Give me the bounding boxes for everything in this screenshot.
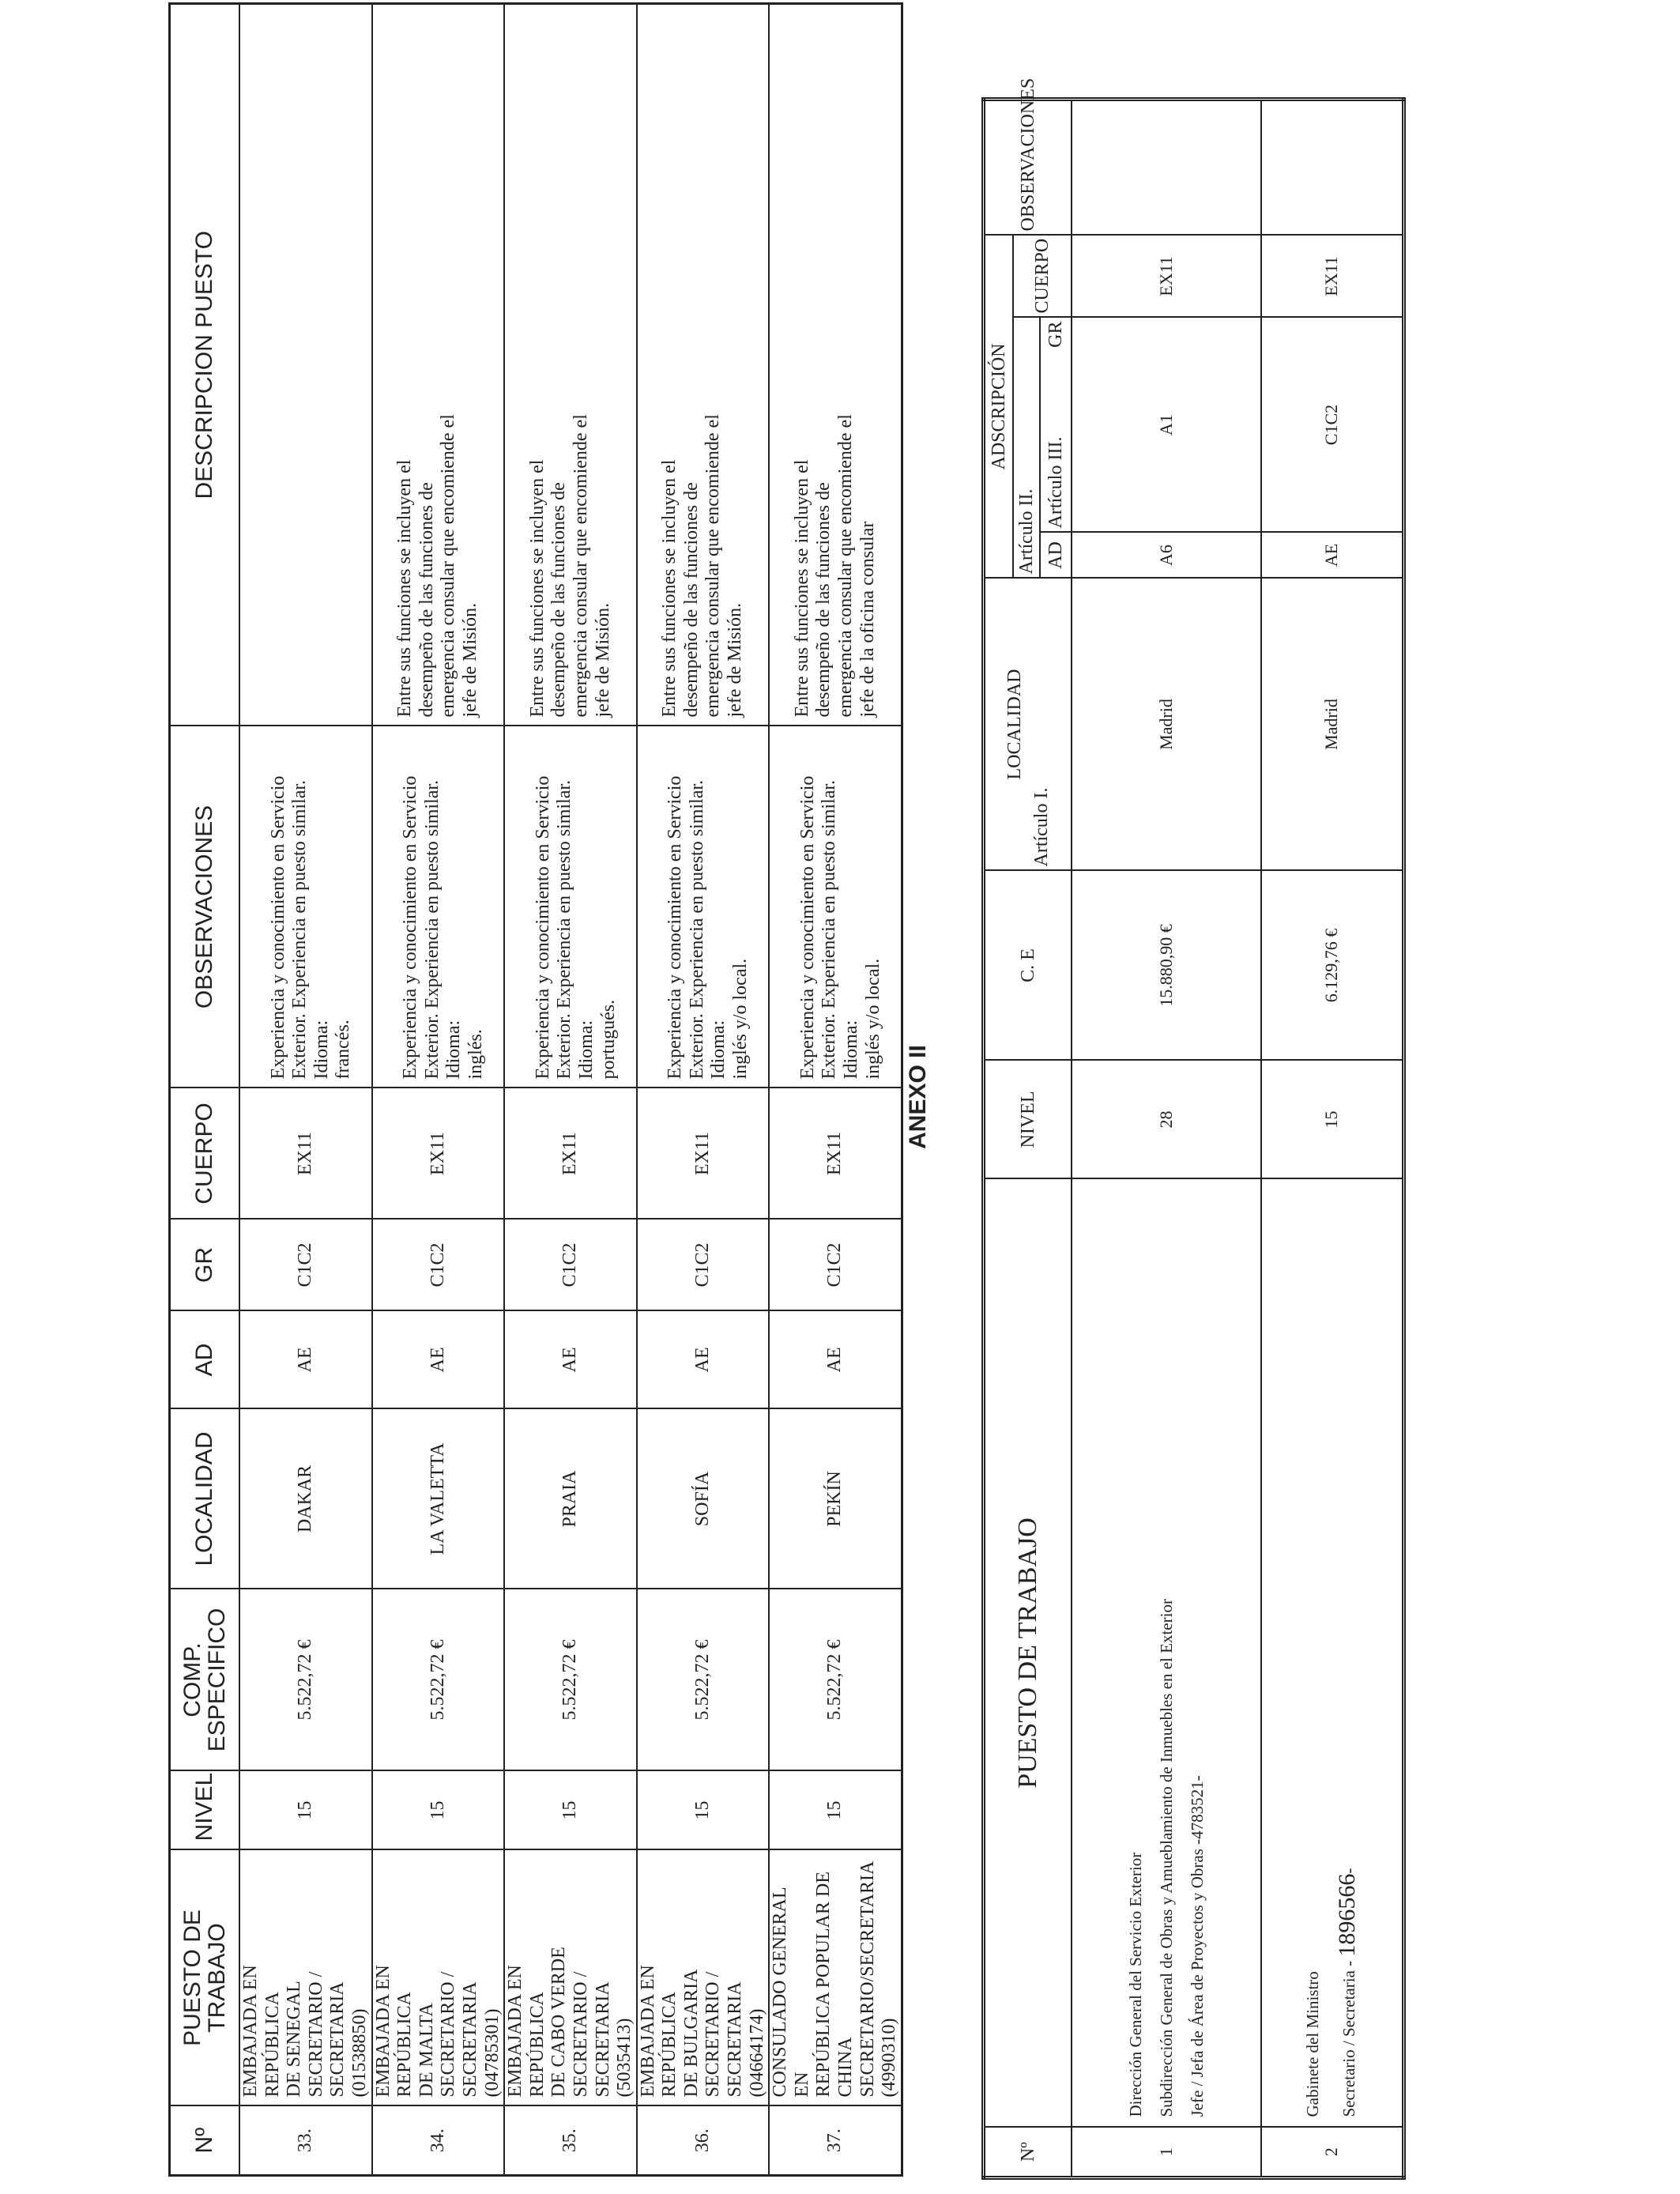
header-observaciones: OBSERVACIONES [170, 726, 240, 1088]
annex-header-cuerpo: CUERPO [1013, 235, 1072, 317]
cell-ad: AE [239, 1311, 372, 1409]
cell-descripcion-line: jefe de la oficina consular [857, 521, 878, 718]
cell-puesto-line: DE SENEGAL [284, 1981, 305, 2098]
cell-nivel: 15 [372, 1771, 505, 1850]
annex-row [1072, 99, 1261, 2177]
cell-cuerpo: EX11 [504, 1088, 637, 1220]
header-ad: AD [170, 1311, 240, 1409]
cell-observaciones-line: portugués. [597, 999, 619, 1080]
cell-puesto [637, 1850, 770, 2106]
annex-header-row-1 [984, 99, 1014, 2177]
cell-localidad: LA VALETTA [372, 1409, 505, 1589]
cell-gr: C1C2 [239, 1220, 372, 1311]
cell-comp-especifico: 5.522,72 € [372, 1589, 505, 1771]
cell-puesto-line: EMBAJADA EN REPÚBLICA [240, 1965, 283, 2098]
cell-descripcion-line: Entre sus funciones se incluyen el [394, 459, 416, 718]
cell-puesto-line: (04785301) [481, 2008, 503, 2098]
table-row [239, 4, 372, 2176]
cell-observaciones-line: Exterior. Experiencia en puesto similar. Idioma: [289, 779, 332, 1080]
cell-puesto-line: EMBAJADA EN REPÚBLICA [372, 1965, 416, 2098]
cell-puesto [504, 1850, 637, 2106]
table-row [769, 4, 902, 2176]
cell-gr: C1C2 [637, 1220, 770, 1311]
cell-descripcion-line: jefe de Misión. [592, 602, 613, 718]
cell-observaciones-line: inglés y/o local. [730, 958, 751, 1080]
annex-puesto-line: Gabinete del Ministro [1302, 1971, 1322, 2117]
cell-descripcion-line: emergencia consular que encomiende el [835, 414, 857, 718]
cell-descripcion-line: desempeño de las funciones de [548, 482, 570, 718]
cell-cuerpo: EX11 [637, 1088, 770, 1220]
annex-observaciones [1072, 99, 1261, 235]
cell-descripcion-line: jefe de Misión. [459, 602, 480, 718]
cell-descripcion-line: emergencia consular que encomiende el [703, 414, 724, 718]
cell-puesto-line: (04664174) [746, 2008, 767, 2098]
annex-header-art3: Artículo III. [1045, 436, 1066, 529]
annex-puesto-line: Jefe / Jefa de Área de Proyectos y Obras -4783521- [1187, 1775, 1207, 2117]
cell-nivel: 15 [769, 1771, 902, 1850]
annex-cuerpo: EX11 [1072, 235, 1261, 317]
cell-cuerpo: EX11 [769, 1088, 902, 1220]
header-comp-line1: COMP. [179, 1642, 205, 1717]
cell-nivel: 15 [504, 1771, 637, 1850]
cell-observaciones-line: Experiencia y conocimiento en Servicio [267, 775, 288, 1080]
cell-observaciones-line: Exterior. Experiencia en puesto similar. Idioma: [421, 779, 465, 1080]
cell-cuerpo: EX11 [372, 1088, 505, 1220]
annex-localidad: Madrid [1072, 579, 1261, 871]
cell-observaciones-line: Experiencia y conocimiento en Servicio [797, 775, 818, 1080]
table-row [504, 4, 637, 2176]
header-comp-especifico [170, 1589, 240, 1771]
annex-nivel: 15 [1261, 1061, 1403, 1179]
header-cuerpo: CUERPO [170, 1088, 240, 1220]
annex-localidad: Madrid [1261, 579, 1403, 871]
annex-header-nivel: NIVEL [984, 1061, 1072, 1179]
cell-comp-especifico: 5.522,72 € [769, 1589, 902, 1771]
cell-puesto [769, 1850, 902, 2106]
annex-puesto-line [1334, 1189, 1361, 2117]
header-num: Nº [170, 2106, 240, 2176]
cell-observaciones [769, 726, 902, 1088]
annex-header-num: Nº [984, 2128, 1072, 2178]
annex-header-adscripcion: ADSCRIPCIÓN [984, 235, 1014, 578]
cell-descripcion-line: Entre sus funciones se incluyen el [526, 459, 548, 718]
cell-descripcion-line: jefe de Misión. [725, 602, 746, 718]
positions-table [168, 2, 903, 2177]
header-nivel: NIVEL [170, 1771, 240, 1850]
table-header-row [170, 4, 240, 2176]
annex-puesto-line: Subdirección General de Obras y Amueblamiento de Inmuebles en el Exterior [1156, 1599, 1176, 2117]
cell-puesto-line: EMBAJADA EN REPÚBLICA [505, 1965, 548, 2098]
cell-observaciones-line: francés. [333, 1020, 354, 1080]
cell-ad: AE [504, 1311, 637, 1409]
cell-ad: AE [637, 1311, 770, 1409]
cell-comp-especifico: 5.522,72 € [637, 1589, 770, 1771]
cell-gr: C1C2 [769, 1220, 902, 1311]
annex-puesto-suffix: - [1339, 1868, 1358, 1874]
cell-num: 35. [504, 2106, 637, 2176]
annex-gr: C1C2 [1261, 318, 1403, 533]
cell-observaciones-line: Experiencia y conocimiento en Servicio [400, 775, 421, 1080]
cell-descripcion-line: emergencia consular que encomiende el [570, 414, 591, 718]
cell-num: 36. [637, 2106, 770, 2176]
cell-puesto [372, 1850, 505, 2106]
cell-observaciones-line: inglés. [465, 1029, 486, 1080]
cell-descripcion-line: Entre sus funciones se incluyen el [659, 459, 680, 718]
cell-localidad: SOFÍA [637, 1409, 770, 1589]
annex-ad: A6 [1072, 533, 1261, 579]
annex-header-ce: C. E [984, 871, 1072, 1061]
cell-puesto-line: SECRETARIO / SECRETARIA [703, 1971, 746, 2098]
cell-puesto-line: DE BULGARIA [680, 1969, 702, 2098]
cell-descripcion-line: Entre sus funciones se incluyen el [791, 459, 812, 718]
cell-comp-especifico: 5.522,72 € [504, 1589, 637, 1771]
annex-nivel: 28 [1072, 1061, 1261, 1179]
cell-puesto-line: SECRETARIO / SECRETARIA [570, 1971, 613, 2098]
cell-puesto-line: DE CABO VERDE [548, 1947, 570, 2098]
header-localidad: LOCALIDAD [170, 1409, 240, 1589]
annex-ad: AE [1261, 533, 1403, 579]
cell-comp-especifico: 5.522,72 € [239, 1589, 372, 1771]
cell-observaciones-line: inglés y/o local. [862, 958, 883, 1080]
annex-header-art2: Artículo II. [1013, 318, 1040, 579]
cell-nivel: 15 [239, 1771, 372, 1850]
cell-num: 37. [769, 2106, 902, 2176]
annex-header-localidad-group [984, 579, 1072, 871]
cell-puesto-line: REPÚBLICA POPULAR DE [813, 1872, 834, 2098]
cell-ad: AE [769, 1311, 902, 1409]
cell-puesto-line: (4990310) [879, 2018, 900, 2098]
cell-observaciones [504, 726, 637, 1088]
cell-puesto-line: CONSULADO GENERAL EN [770, 1887, 812, 2098]
annex-puesto-code: 1896566 [1333, 1873, 1360, 1957]
annex-puesto [1261, 1179, 1403, 2128]
cell-observaciones [372, 726, 505, 1088]
annex-header-puesto: PUESTO DE TRABAJO [984, 1179, 1072, 2128]
cell-descripcion-line: desempeño de las funciones de [680, 482, 702, 718]
cell-observaciones-line: Experiencia y conocimiento en Servicio [665, 775, 686, 1080]
cell-cuerpo: EX11 [239, 1088, 372, 1220]
annex-row [1261, 99, 1403, 2177]
annex-gr: A1 [1072, 318, 1261, 533]
cell-num: 33. [239, 2106, 372, 2176]
cell-nivel: 15 [637, 1771, 770, 1850]
header-gr: GR [170, 1220, 240, 1311]
cell-num: 34. [372, 2106, 505, 2176]
table-row [372, 4, 505, 2176]
annex-cuerpo: EX11 [1261, 235, 1403, 317]
header-puesto: PUESTO DE TRABAJO [170, 1850, 240, 2106]
header-comp-line2: ESPECIFICO [204, 1608, 230, 1752]
cell-descripcion [769, 4, 902, 726]
annex-header-gr: GR [1045, 321, 1066, 348]
cell-descripcion-line: desempeño de las funciones de [416, 482, 437, 718]
cell-localidad: PRAIA [504, 1409, 637, 1589]
cell-puesto-line: SECRETARIO/SECRETARIA [857, 1860, 878, 2098]
annex-puesto [1072, 1179, 1261, 2128]
cell-gr: C1C2 [372, 1220, 505, 1311]
cell-observaciones-line: Exterior. Experiencia en puesto similar. Idioma: [554, 779, 597, 1080]
table-row [637, 4, 770, 2176]
cell-puesto-line: EMBAJADA EN REPÚBLICA [637, 1965, 680, 2098]
annex-num: 1 [1072, 2128, 1261, 2178]
cell-puesto [239, 1850, 372, 2106]
cell-descripcion [372, 4, 505, 726]
annex-puesto-text: Secretario / Secretaria - [1339, 1956, 1358, 2117]
header-descripcion: DESCRIPCION PUESTO [170, 4, 240, 726]
cell-descripcion-line: emergencia consular que encomiende el [438, 414, 459, 718]
cell-observaciones-line: Experiencia y conocimiento en Servicio [532, 775, 553, 1080]
annex-header-art1: Artículo I. [1031, 787, 1052, 867]
annex-observaciones [1261, 99, 1403, 235]
cell-observaciones-line: Exterior. Experiencia en puesto similar. Idioma: [686, 779, 729, 1080]
annex-ii-table [981, 77, 1406, 2180]
annex-puesto-line: Dirección General del Servicio Exterior [1125, 1852, 1145, 2117]
cell-descripcion-line: desempeño de las funciones de [813, 482, 834, 718]
annex-header-art3-gr [1040, 318, 1072, 533]
annex-title: ANEXO II [905, 1045, 931, 1149]
cell-ad: AE [372, 1311, 505, 1409]
cell-puesto-line: SECRETARIO / SECRETARIA [305, 1971, 348, 2098]
cell-descripcion [239, 4, 372, 726]
cell-puesto-line: (01538850) [348, 2008, 370, 2098]
cell-descripcion [637, 4, 770, 726]
annex-num: 2 [1261, 2128, 1403, 2178]
cell-localidad: DAKAR [239, 1409, 372, 1589]
cell-puesto-line: DE MALTA [416, 2003, 437, 2098]
cell-gr: C1C2 [504, 1220, 637, 1311]
annex-header-ad: AD [1040, 533, 1072, 579]
annex-ce: 15.880,90 € [1072, 871, 1261, 1061]
cell-descripcion [504, 4, 637, 726]
annex-ce: 6.129,76 € [1261, 871, 1403, 1061]
annex-header-localidad: LOCALIDAD [1004, 669, 1025, 780]
annex-header-observaciones: OBSERVACIONES [984, 99, 1072, 235]
cell-puesto-line: (5035413) [614, 2018, 635, 2098]
cell-observaciones [637, 726, 770, 1088]
cell-observaciones [239, 726, 372, 1088]
cell-observaciones-line: Exterior. Experiencia en puesto similar. Idioma: [819, 779, 862, 1080]
cell-puesto-line: SECRETARIO / SECRETARIA [438, 1971, 480, 2098]
cell-puesto-line: CHINA [835, 2037, 857, 2098]
cell-localidad: PEKÍN [769, 1409, 902, 1589]
